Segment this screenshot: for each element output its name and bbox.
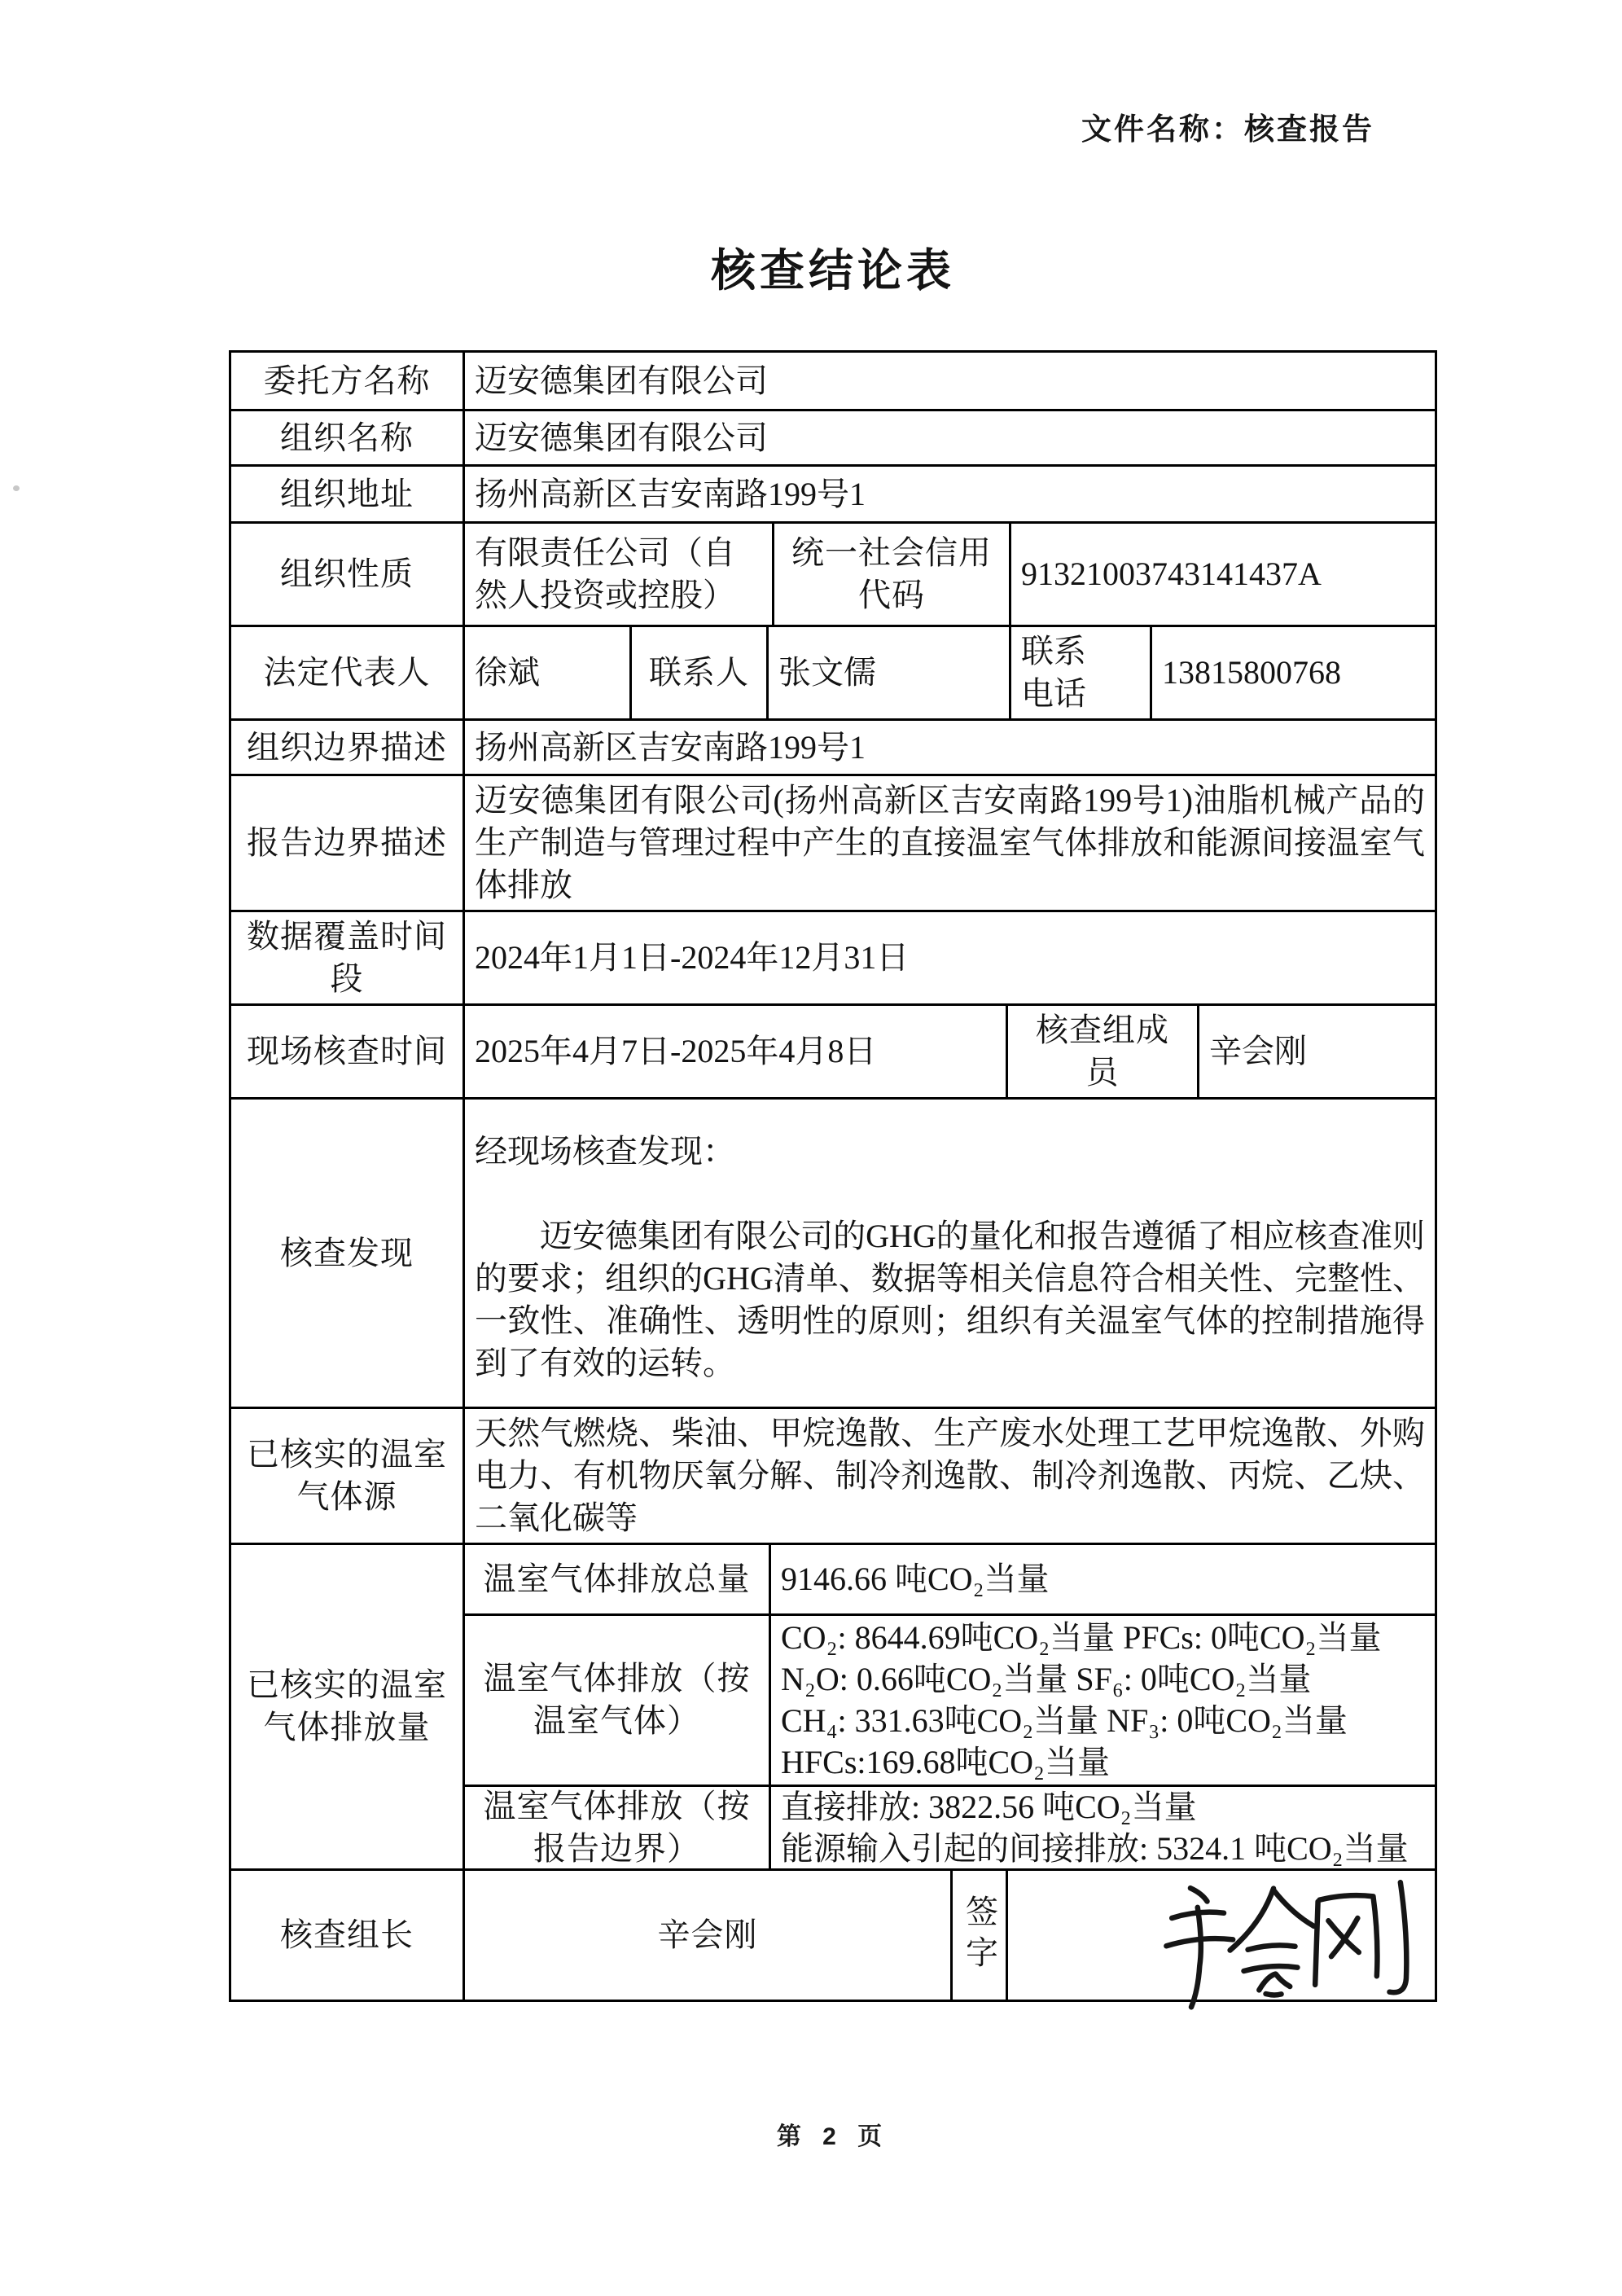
phone-value: 13815800768 (1150, 627, 1435, 718)
team-members-label (1006, 1006, 1197, 1097)
org-boundary-value: 扬州高新区吉安南路199号1 (462, 721, 1435, 774)
findings-text (475, 1103, 1425, 1385)
table-row (231, 1097, 1435, 1407)
row-label-org-nature: 组织性质 (280, 555, 414, 592)
row-label-legal-rep: 法定代表人 (263, 654, 431, 691)
by-gas-line: HFCs:169.68吨CO₂当量 (781, 1744, 1111, 1781)
findings-cell (462, 1100, 1435, 1407)
by-gas-line: CO₂: 8644.69吨CO₂当量 PFCs: 0吨CO₂当量 (781, 1618, 1382, 1656)
by-gas-line: CH₄: 331.63吨CO₂当量 NF₃: 0吨CO₂当量 (781, 1702, 1348, 1740)
table-row (231, 353, 1435, 409)
row-label-findings: 核查发现 (280, 1234, 414, 1271)
emissions-by-gas-values (769, 1616, 1435, 1785)
phone-label (1009, 627, 1150, 718)
row-label-team-leader: 核查组长 (280, 1916, 414, 1953)
emissions-by-gas-label: 温室气体排放（按温室气体） (483, 1660, 751, 1740)
contact-value: 张文儒 (766, 627, 1009, 718)
emissions-by-boundary-row (465, 1785, 1435, 1868)
site-visit-value: 2025年4月7日-2025年4月8日 (462, 1006, 1006, 1097)
row-label-org-name: 组织名称 (280, 419, 414, 456)
emissions-total-label: 温室气体排放总量 (483, 1560, 751, 1597)
team-members-label-text: 核查组成员 (1036, 1012, 1169, 1091)
row-label-emissions: 已核实的温室气体排放量 (247, 1666, 447, 1746)
emissions-by-gas-row (465, 1613, 1435, 1785)
signature-label-text: 签字 (961, 1894, 998, 1976)
findings-body: 迈安德集团有限公司的GHG的量化和报告遵循了相应核查准则的要求；组织的GHG清单、数据等相关信息符合相关性、完整性、一致性、准确性、透明性的原则；组织有关温室气体的控制措施得到了有效的运转。 (475, 1218, 1425, 1381)
table-row (231, 910, 1435, 1003)
emissions-by-boundary-label: 温室气体排放（按报告边界） (483, 1787, 751, 1867)
org-address-value: 扬州高新区吉安南路199号1 (462, 467, 1435, 521)
credit-code-label: 统一社会信用代码 (772, 524, 1009, 625)
client-name-value: 迈安德集团有限公司 (462, 353, 1435, 409)
legal-rep-value: 徐斌 (462, 627, 629, 718)
report-boundary-value: 迈安德集团有限公司(扬州高新区吉安南路199号1)油脂机械产品的生产制造与管理过程中产生的直接温室气体排放和能源间接温室气体排放 (462, 776, 1435, 910)
contact-label: 联系人 (629, 627, 766, 718)
doc-header: 文件名称：核查报告 (1081, 112, 1374, 146)
row-label-org-boundary: 组织边界描述 (247, 728, 447, 766)
row-label-ghg-sources: 已核实的温室气体源 (247, 1436, 447, 1515)
row-label-data-period: 数据覆盖时间段 (247, 918, 447, 997)
by-boundary-line: 直接排放: 3822.56 吨CO₂当量 (781, 1788, 1197, 1825)
org-name-value: 迈安德集团有限公司 (462, 411, 1435, 464)
page-number: 第 2 页 (776, 2123, 890, 2150)
ghg-sources-value: 天然气燃烧、柴油、甲烷逸散、生产废水处理工艺甲烷逸散、外购电力、有机物厌氧分解、制冷剂逸散、制冷剂逸散、丙烷、乙炔、二氧化碳等 (462, 1409, 1435, 1543)
emissions-total-value: 9146.66 吨CO₂当量 (769, 1545, 1435, 1613)
team-leader-name: 辛会刚 (462, 1871, 950, 2000)
by-gas-line: N₂O: 0.66吨CO₂当量 SF₆: 0吨CO₂当量 (781, 1661, 1312, 1698)
row-label-report-boundary: 报告边界描述 (247, 824, 447, 861)
table-row (231, 1407, 1435, 1543)
org-nature-value: 有限责任公司（自然人投资或控股） (462, 524, 772, 625)
table-row (231, 464, 1435, 521)
signature-cell (1006, 1871, 1435, 2000)
table-row (231, 521, 1435, 625)
table-row (231, 625, 1435, 718)
table-row-emissions (231, 1543, 1435, 1868)
signature-label (950, 1871, 1006, 2000)
signature-handwriting (1068, 1867, 1463, 2003)
by-boundary-line: 能源输入引起的间接排放: 5324.1 吨CO₂当量 (781, 1829, 1409, 1867)
team-members-value: 辛会刚 (1197, 1006, 1435, 1097)
row-label-org-address: 组织地址 (280, 475, 414, 512)
table-row (231, 1868, 1435, 2000)
emissions-total-row (465, 1545, 1435, 1613)
table-row (231, 1003, 1435, 1097)
findings-intro: 经现场核查发现： (475, 1133, 735, 1170)
page-title: 核查结论表 (710, 245, 955, 296)
emissions-by-boundary-values (769, 1787, 1435, 1868)
row-label-site-visit: 现场核查时间 (247, 1033, 447, 1069)
table-row (231, 774, 1435, 910)
emissions-subtable (462, 1545, 1435, 1868)
table-row (231, 718, 1435, 774)
scan-artifact-dot (13, 485, 20, 491)
conclusion-table (229, 350, 1437, 2002)
credit-code-value: 91321003743141437A (1009, 524, 1435, 625)
data-period-value: 2024年1月1日-2024年12月31日 (462, 912, 1435, 1003)
table-row (231, 409, 1435, 464)
phone-label-text: 联系电话 (1021, 633, 1086, 712)
row-label-client-name: 委托方名称 (263, 362, 431, 399)
